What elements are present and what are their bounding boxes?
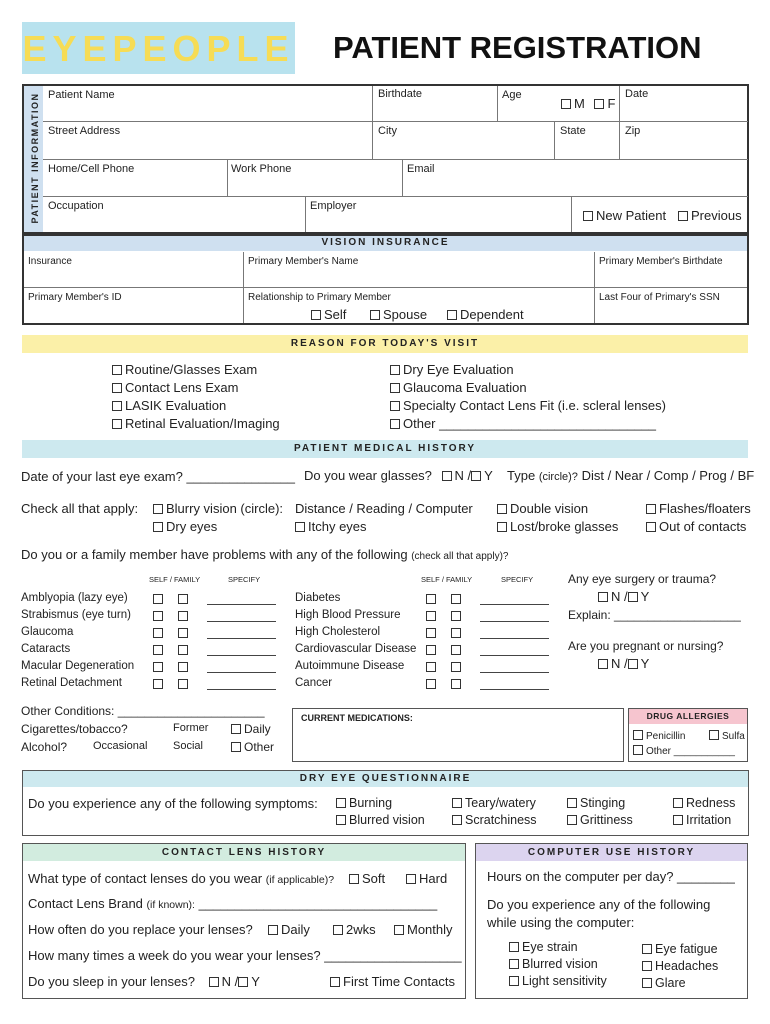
previous-label: Previous [691,208,742,223]
other-conditions-line: Other Conditions: ______________________ [21,704,265,718]
dry-eye-symptom-1-option[interactable] [336,813,425,827]
computer-left-2-label: Light sensitivity [522,974,607,988]
spouse-checkbox[interactable] [370,310,380,320]
computer-question-2: while using the computer: [487,915,635,930]
dry-eye-symptom-3-checkbox[interactable] [452,815,462,825]
condition-label: High Blood Pressure [295,609,401,621]
computer-right-2-option[interactable] [642,976,686,990]
former-label: Former [173,722,209,734]
spouse-option[interactable] [370,307,427,322]
replace-2wks-checkbox[interactable] [333,925,343,935]
condition-label: Strabismus (eye turn) [21,609,131,621]
blurry-option[interactable] [153,501,283,516]
occasional-label: Occasional [93,740,148,752]
condition-family-checkbox[interactable] [451,594,461,604]
pregnant-answers [598,656,649,671]
reason-right-0-option[interactable] [390,362,514,377]
computer-right-1-option[interactable] [642,959,718,973]
dry-eye-symptom-0-label: Burning [349,796,393,810]
replace-monthly-option[interactable] [394,922,453,937]
condition-self-checkbox[interactable] [426,594,436,604]
computer-left-1-label: Blurred vision [522,957,598,971]
current-medications-label: CURRENT MEDICATIONS: [301,713,413,723]
reason-left-0-checkbox[interactable] [112,365,122,375]
work-phone-label: Work Phone [231,163,292,175]
dry-eye-symptom-6-label: Redness [686,796,736,810]
first-time-label: First Time Contacts [343,974,455,989]
condition-specify-line[interactable] [207,655,276,656]
condition-family-checkbox[interactable] [178,594,188,604]
dry-eyes-option[interactable] [153,519,217,534]
logo-text: EYEPEOPLE [22,28,295,69]
reason-left-3-checkbox[interactable] [112,419,122,429]
reason-left-1-checkbox[interactable] [112,383,122,393]
allergy-other-checkbox[interactable] [633,745,643,755]
lens-brand-text: Contact Lens Brand [28,896,143,911]
replace-monthly-label: Monthly [407,922,453,937]
computer-right-1-label: Headaches [655,959,719,973]
reason-right-2-option[interactable] [390,398,666,413]
allergy-other-option[interactable] [633,745,735,757]
surgery-no-label: N / [611,589,628,604]
double-label: Double vision [510,501,589,516]
computer-right-0-label: Eye fatigue [655,942,718,956]
dry-eye-symptom-0-checkbox[interactable] [336,798,346,808]
employer-label: Employer [310,200,357,212]
hard-option[interactable] [406,871,447,886]
computer-right-1-checkbox[interactable] [642,961,652,971]
reason-right-2-label: Specialty Contact Lens Fit (i.e. scleral lenses) [403,398,666,413]
condition-self-checkbox[interactable] [426,662,436,672]
computer-right-0-option[interactable] [642,942,718,956]
computer-right-0-checkbox[interactable] [642,944,652,954]
new-patient-option[interactable] [583,208,666,223]
dry-eye-symptom-5-label: Grittiness [580,813,633,827]
lost-label: Lost/broke glasses [510,519,619,534]
dry-eye-symptom-3-option[interactable] [452,813,537,827]
page-title: PATIENT REGISTRATION [333,30,702,65]
first-time-checkbox[interactable] [330,977,340,987]
dry-eye-symptom-3-label: Scratchiness [465,813,537,827]
double-checkbox[interactable] [497,504,507,514]
lost-option[interactable] [497,519,618,534]
replace-question: How often do you replace your lenses? [28,922,253,937]
computer-left-0-option[interactable] [509,940,578,954]
sleep-no-label: N / [221,974,239,989]
condition-self-checkbox[interactable] [153,645,163,655]
computer-question-1: Do you experience any of the following [487,897,711,912]
self-checkbox[interactable] [311,310,321,320]
condition-specify-line[interactable] [207,638,276,639]
penicillin-option[interactable] [633,730,685,742]
dry-eye-symptom-6-option[interactable] [673,796,735,810]
condition-specify-line[interactable] [480,689,549,690]
condition-specify-line[interactable] [480,638,549,639]
computer-left-2-option[interactable] [509,974,607,988]
reason-left-2-checkbox[interactable] [112,401,122,411]
sleep-no-checkbox[interactable] [209,977,219,987]
condition-label: High Cholesterol [295,626,381,638]
family-question [21,547,508,562]
reason-right-3-checkbox[interactable] [390,419,400,429]
lens-type-text: What type of contact lenses do you wear [28,871,263,886]
member-name-label: Primary Member's Name [248,256,359,267]
reason-right-1-option[interactable] [390,380,527,395]
self-family-header-left: SELF / FAMILY [149,575,201,584]
computer-left-1-option[interactable] [509,957,598,971]
glasses-yes-label: Y [484,468,493,483]
soft-checkbox[interactable] [349,874,359,884]
hard-checkbox[interactable] [406,874,416,884]
flashes-option[interactable] [646,501,751,516]
dry-eye-header: DRY EYE QUESTIONNAIRE [23,771,748,787]
m-label: M [574,96,585,111]
reason-right-1-label: Glaucoma Evaluation [403,380,527,395]
surgery-yes-label: Y [640,589,650,604]
glasses-yes-checkbox[interactable] [471,471,481,481]
computer-right-2-checkbox[interactable] [642,978,652,988]
lost-checkbox[interactable] [497,522,507,532]
condition-label: Autoimmune Disease [295,660,405,672]
condition-specify-line[interactable] [480,621,549,622]
sulfa-option[interactable] [709,730,745,742]
dry-eye-symptom-5-option[interactable] [567,813,633,827]
family-question-small: (check all that apply)? [411,551,509,562]
lens-brand-blank: _________________________________ [198,896,438,911]
condition-family-checkbox[interactable] [178,662,188,672]
condition-family-checkbox[interactable] [451,611,461,621]
m-checkbox[interactable] [561,99,571,109]
dry-eye-symptom-4-checkbox[interactable] [567,798,577,808]
previous-checkbox[interactable] [678,211,688,221]
condition-family-checkbox[interactable] [178,611,188,621]
check-all-label: Check all that apply: [21,501,139,516]
condition-self-checkbox[interactable] [426,611,436,621]
social-label: Social [173,740,203,752]
condition-label: Cataracts [21,643,71,655]
replace-daily-label: Daily [281,922,310,937]
date-label: Date [625,88,649,100]
self-family-header-right: SELF / FAMILY [421,575,473,584]
alcohol-label: Alcohol? [21,740,68,754]
dry-eye-symptom-4-label: Stinging [580,796,626,810]
sleep-label: Do you sleep in your lenses? [28,974,195,989]
allergy-other-label: Other ___________ [646,746,735,757]
member-id-label: Primary Member's ID [28,292,122,303]
sex-checkboxes [561,96,615,111]
condition-self-checkbox[interactable] [153,679,163,689]
condition-family-checkbox[interactable] [451,645,461,655]
condition-specify-line[interactable] [480,604,549,605]
dry-eye-symptom-6-checkbox[interactable] [673,798,683,808]
condition-label: Macular Degeneration [21,660,135,672]
surgery-question: Any eye surgery or trauma? [568,572,717,586]
age-label: Age [502,89,522,101]
lens-type-question [28,871,334,886]
condition-specify-line[interactable] [207,621,276,622]
computer-left-1-checkbox[interactable] [509,959,519,969]
reason-left-1-option[interactable] [112,380,238,395]
spouse-label: Spouse [383,307,428,322]
condition-family-checkbox[interactable] [451,679,461,689]
condition-family-checkbox[interactable] [178,628,188,638]
soft-option[interactable] [349,871,385,886]
condition-self-checkbox[interactable] [426,645,436,655]
replace-monthly-checkbox[interactable] [394,925,404,935]
dry-eye-symptom-0-option[interactable] [336,796,392,810]
condition-self-checkbox[interactable] [153,662,163,672]
condition-self-checkbox[interactable] [426,628,436,638]
dry-eye-symptom-1-checkbox[interactable] [336,815,346,825]
condition-label: Diabetes [295,592,341,604]
email-label: Email [407,163,435,175]
ssn-label: Last Four of Primary's SSN [599,292,720,303]
lens-type-small: (if applicable)? [265,874,335,886]
double-option[interactable] [497,501,588,516]
f-checkbox[interactable] [594,99,604,109]
replace-2wks-label: 2wks [346,922,376,937]
home-phone-label: Home/Cell Phone [48,163,135,175]
pregnant-yes-label: Y [640,656,650,671]
occupation-label: Occupation [48,200,104,212]
condition-specify-line[interactable] [480,655,549,656]
sleep-yes-label: Y [251,974,260,989]
other-checkbox[interactable] [231,742,241,752]
reason-left-0-option[interactable] [112,362,257,377]
family-question-text: Do you or a family member have problems with any of the following [21,547,408,562]
glasses-question [304,468,493,483]
patient-name-label: Patient Name [48,89,115,101]
reason-left-0-label: Routine/Glasses Exam [125,362,258,377]
surgery-yes-checkbox[interactable] [628,592,638,602]
blurry-checkbox[interactable] [153,504,163,514]
reason-right-2-checkbox[interactable] [390,401,400,411]
reason-left-3-option[interactable] [112,416,280,431]
type-options: Dist / Near / Comp / Prog / BF [581,468,755,483]
sleep-yes-checkbox[interactable] [238,977,248,987]
first-time-option[interactable] [330,974,455,989]
condition-specify-line[interactable] [207,689,276,690]
specify-header-left: SPECIFY [228,575,261,584]
relationship-label: Relationship to Primary Member [248,292,391,303]
reason-right-1-checkbox[interactable] [390,383,400,393]
computer-left-0-checkbox[interactable] [509,942,519,952]
last-exam-question: Date of your last eye exam? _______________ [21,469,295,484]
logo [22,22,295,74]
dry-eye-question: Do you experience any of the following symptoms: [28,796,318,811]
pregnant-question: Are you pregnant or nursing? [568,639,724,653]
condition-label: Cardiovascular Disease [295,643,417,655]
cigarettes-label: Cigarettes/tobacco? [21,722,128,736]
city-label: City [378,125,397,137]
new-patient-label: New Patient [596,208,667,223]
out-contacts-label: Out of contacts [659,519,747,534]
condition-label: Glaucoma [21,626,74,638]
pregnant-no-label: N / [611,656,628,671]
insurance-label: Insurance [28,256,72,267]
computer-right-2-label: Glare [655,976,686,990]
other-option[interactable] [231,740,274,754]
blurry-options: Distance / Reading / Computer [295,501,473,516]
type-label: Type [507,468,536,483]
daily-checkbox[interactable] [231,724,241,734]
sulfa-label: Sulfa [722,731,745,742]
computer-left-2-checkbox[interactable] [509,976,519,986]
dry-eye-symptom-2-label: Teary/watery [465,796,536,810]
dependent-label: Dependent [460,307,524,322]
daily-label: Daily [244,722,271,736]
penicillin-label: Penicillin [646,731,686,742]
reason-left-1-label: Contact Lens Exam [125,380,239,395]
blurry-label: Blurry vision (circle): [166,501,284,516]
dry-eyes-label: Dry eyes [166,519,218,534]
dry-eyes-checkbox[interactable] [153,522,163,532]
reason-right-0-label: Dry Eye Evaluation [403,362,514,377]
dry-eye-symptom-2-checkbox[interactable] [452,798,462,808]
state-label: State [560,125,586,137]
dependent-option[interactable] [447,307,524,322]
explain-line: Explain: ___________________ [568,608,741,622]
wear-question: How many times a week do you wear your lenses? ___________________ [28,948,462,963]
condition-label: Amblyopia (lazy eye) [21,592,128,604]
dry-eye-symptom-5-checkbox[interactable] [567,815,577,825]
condition-self-checkbox[interactable] [426,679,436,689]
other-label: Other [244,740,275,754]
flashes-label: Flashes/floaters [659,501,751,516]
self-option[interactable] [311,307,346,322]
computer-use-header: COMPUTER USE HISTORY [476,844,747,861]
glasses-label: Do you wear glasses? [304,468,432,483]
patient-info-side-label: PATIENT INFORMATION [30,92,40,224]
sulfa-checkbox[interactable] [709,730,719,740]
replace-2wks-option[interactable] [333,922,376,937]
street-label: Street Address [48,125,121,137]
glasses-no-checkbox[interactable] [442,471,452,481]
condition-self-checkbox[interactable] [153,594,163,604]
dry-eye-symptom-4-option[interactable] [567,796,625,810]
computer-hours-question: Hours on the computer per day? ________ [487,869,735,884]
computer-left-0-label: Eye strain [522,940,578,954]
dry-eye-symptom-7-checkbox[interactable] [673,815,683,825]
drug-allergies-header: DRUG ALLERGIES [629,709,747,724]
daily-option[interactable] [231,722,271,736]
reason-left-3-label: Retinal Evaluation/Imaging [125,416,280,431]
birthdate-label: Birthdate [378,88,423,100]
condition-specify-line[interactable] [207,672,276,673]
glasses-no-label: N / [454,468,472,483]
dry-eye-symptom-2-option[interactable] [452,796,536,810]
out-contacts-option[interactable] [646,519,746,534]
itchy-option[interactable] [295,519,367,534]
condition-family-checkbox[interactable] [178,645,188,655]
lens-brand-small: (if known): [146,899,195,911]
pregnant-yes-checkbox[interactable] [628,659,638,669]
condition-family-checkbox[interactable] [451,662,461,672]
condition-specify-line[interactable] [480,672,549,673]
condition-label: Cancer [295,677,333,689]
condition-self-checkbox[interactable] [153,628,163,638]
contact-lens-header: CONTACT LENS HISTORY [23,844,465,861]
hard-label: Hard [419,871,448,886]
member-birthdate-label: Primary Member's Birthdate [599,256,723,267]
condition-family-checkbox[interactable] [178,679,188,689]
f-label: F [607,96,616,111]
pregnant-no-checkbox[interactable] [598,659,608,669]
condition-specify-line[interactable] [207,604,276,605]
reason-right-3-option[interactable] [390,416,656,431]
condition-self-checkbox[interactable] [153,611,163,621]
specify-header-right: SPECIFY [501,575,534,584]
vision-insurance-header: VISION INSURANCE [24,235,747,251]
replace-daily-option[interactable] [268,922,310,937]
surgery-no-checkbox[interactable] [598,592,608,602]
lens-brand-line [28,896,437,911]
zip-label: Zip [625,125,641,137]
reason-right-0-checkbox[interactable] [390,365,400,375]
previous-option[interactable] [678,208,742,223]
self-label: Self [324,307,347,322]
dry-eye-symptom-1-label: Blurred vision [349,813,425,827]
reason-header: REASON FOR TODAY'S VISIT [22,335,748,353]
out-contacts-checkbox[interactable] [646,522,656,532]
reason-right-3-label: Other ______________________________ [403,416,657,431]
dry-eye-symptom-7-label: Irritation [686,813,732,827]
dependent-checkbox[interactable] [447,310,457,320]
reason-left-2-option[interactable] [112,398,226,413]
medical-history-header: PATIENT MEDICAL HISTORY [22,440,748,458]
itchy-checkbox[interactable] [295,522,305,532]
condition-family-checkbox[interactable] [451,628,461,638]
reason-left-2-label: LASIK Evaluation [125,398,227,413]
type-question [507,468,754,483]
replace-daily-checkbox[interactable] [268,925,278,935]
penicillin-checkbox[interactable] [633,730,643,740]
condition-label: Retinal Detachment [21,677,122,689]
dry-eye-symptom-7-option[interactable] [673,813,731,827]
flashes-checkbox[interactable] [646,504,656,514]
new-patient-checkbox[interactable] [583,211,593,221]
type-circle: (circle)? [538,471,578,483]
surgery-answers [598,589,649,604]
itchy-label: Itchy eyes [308,519,367,534]
sleep-question [28,974,260,989]
soft-label: Soft [362,871,386,886]
